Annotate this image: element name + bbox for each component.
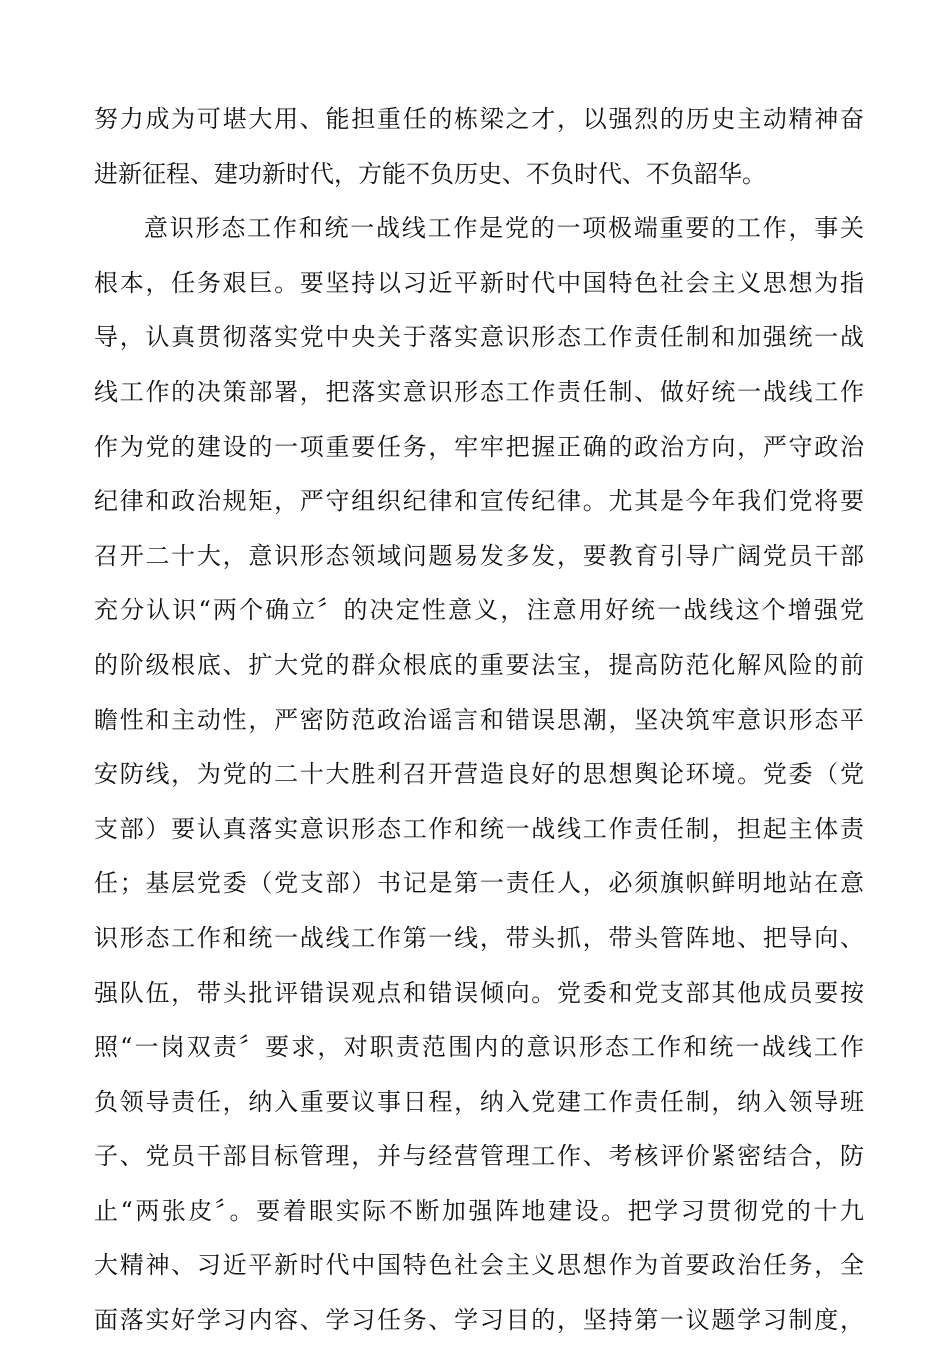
text-line: 意识形态工作和统一战线工作是党的一项极端重要的工作，事关: [144, 214, 864, 243]
body-text: [94, 101, 864, 1357]
text-line: 努力成为可堪大用、能担重任的栋梁之才，以强烈的历史主动精神奋: [94, 105, 864, 133]
text-line: 任；基层党委（党支部）书记是第一责任人，必须旗帜鲜明地站在意: [94, 869, 864, 898]
text-line: 线工作的决策部署，把落实意识形态工作责任制、做好统一战线工作: [94, 377, 864, 406]
text-line: 止“两张皮〞。要着眼实际不断加强阵地建设。把学习贯彻党的十九: [94, 1196, 864, 1225]
text-line: 纪律和政治规矩，严守组织纪律和宣传纪律。尤其是今年我们党将要: [94, 487, 864, 516]
text-line: 照“一岗双责〞要求，对职责范围内的意识形态工作和统一战线工作: [94, 1033, 864, 1062]
text-line: 瞻性和主动性，严密防范政治谣言和错误思潮，坚决筑牢意识形态平: [94, 705, 864, 734]
text-line: 子、党员干部目标管理，并与经营管理工作、考核评价紧密结合，防: [94, 1142, 864, 1171]
text-line: 大精神、习近平新时代中国特色社会主义思想作为首要政治任务，全: [94, 1251, 864, 1280]
text-line: 的阶级根底、扩大党的群众根底的重要法宝，提高防范化解风险的前: [94, 650, 864, 679]
text-line: 安防线，为党的二十大胜利召开营造良好的思想舆论环境。党委（党: [94, 760, 864, 789]
paragraph: [94, 101, 864, 210]
text-line: 负领导责任，纳入重要议事日程，纳入党建工作责任制，纳入领导班: [94, 1087, 864, 1116]
paragraph: [94, 210, 864, 1356]
text-line: 导，认真贯彻落实党中央关于落实意识形态工作责任制和加强统一战: [94, 323, 864, 352]
text-line: 根本，任务艰巨。要坚持以习近平新时代中国特色社会主义思想为指: [94, 268, 864, 297]
text-line: 支部）要认真落实意识形态工作和统一战线工作责任制，担起主体责: [94, 814, 864, 843]
text-line: 识形态工作和统一战线工作第一线，带头抓，带头管阵地、把导向、: [94, 923, 864, 952]
text-line: 充分认识“两个确立〞的决定性意义，注意用好统一战线这个增强党: [94, 596, 864, 625]
text-line: 强队伍，带头批评错误观点和错误倾向。党委和党支部其他成员要按: [94, 978, 864, 1007]
text-line: 进新征程、建功新时代，方能不负历史、不负时代、不负韶华。: [94, 159, 766, 188]
text-line: 面落实好学习内容、学习任务、学习目的，坚持第一议题学习制度，: [94, 1306, 864, 1335]
text-line: 作为党的建设的一项重要任务，牢牢把握正确的政治方向，严守政治: [94, 432, 864, 461]
text-line: 召开二十大，意识形态领域问题易发多发，要教育引导广阔党员干部: [94, 541, 864, 570]
